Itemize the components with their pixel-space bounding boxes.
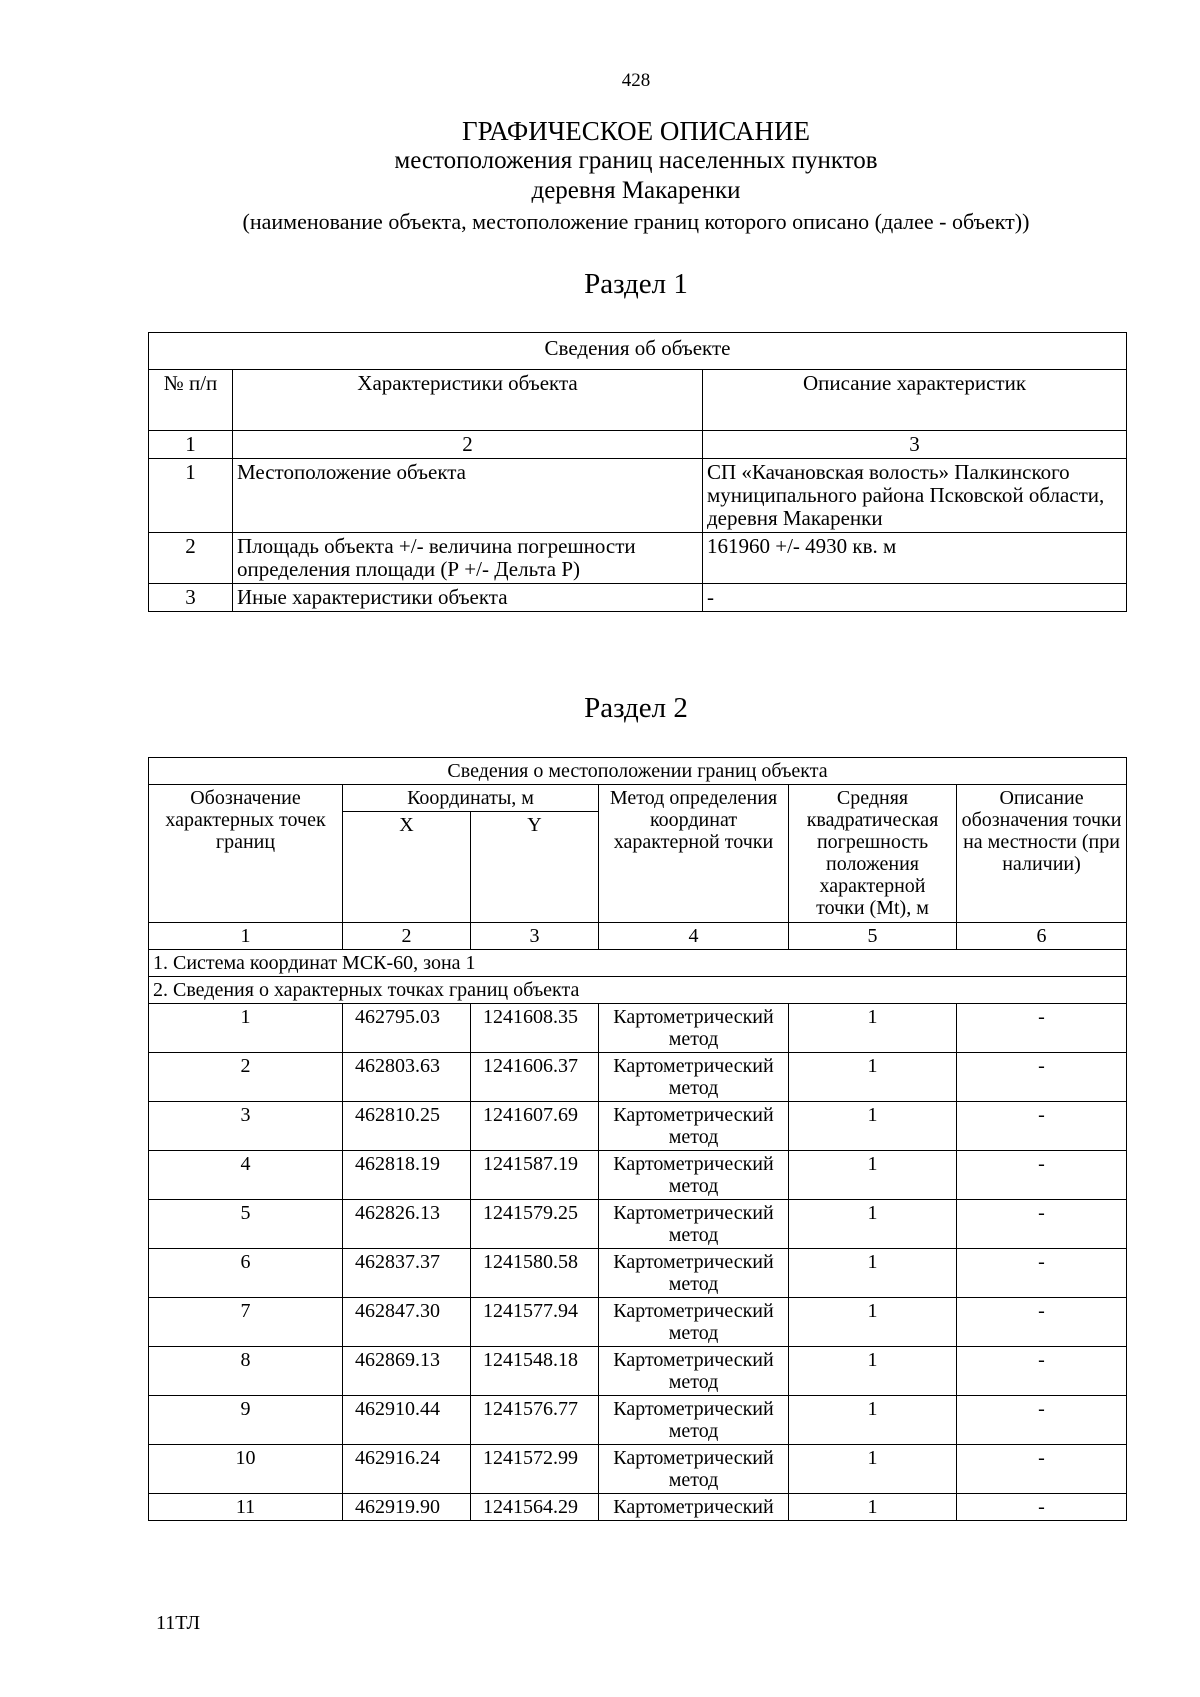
point-description: -	[957, 1053, 1127, 1102]
point-id: 7	[149, 1298, 343, 1347]
error-mt: 1	[789, 1298, 957, 1347]
row-description: 161960 +/- 4930 кв. м	[703, 533, 1127, 584]
point-id: 8	[149, 1347, 343, 1396]
method: Картометрический метод	[599, 1102, 789, 1151]
header-point-description: Описание обозначения точки на местности (при наличии)	[957, 785, 1127, 923]
header-description: Описание характеристик	[703, 370, 1127, 431]
row-number: 3	[149, 584, 233, 612]
document-subtitle-2: деревня Макаренки	[531, 177, 741, 204]
method: Картометрический метод	[599, 1053, 789, 1102]
col-number: 1	[149, 923, 343, 950]
coord-y: 1241607.69	[471, 1102, 599, 1151]
coord-x: 462919.90	[343, 1494, 471, 1521]
point-description: -	[957, 1151, 1127, 1200]
table-row	[149, 1004, 1127, 1053]
points-caption: 2. Сведения о характерных точках границ объекта	[149, 977, 1127, 1004]
page-number: 428	[621, 70, 651, 91]
point-id: 6	[149, 1249, 343, 1298]
section-1-title: Раздел 1	[584, 268, 688, 300]
table-row	[149, 1200, 1127, 1249]
error-mt: 1	[789, 1004, 957, 1053]
method: Картометрический метод	[599, 1347, 789, 1396]
section-2-title: Раздел 2	[584, 692, 688, 724]
row-number: 2	[149, 533, 233, 584]
error-mt: 1	[789, 1494, 957, 1521]
coord-x: 462869.13	[343, 1347, 471, 1396]
document-note: (наименование объекта, местоположение границ которого описано (далее - объект))	[242, 209, 1030, 234]
header-characteristic: Характеристики объекта	[233, 370, 703, 431]
table-row	[149, 1298, 1127, 1347]
row-number: 1	[149, 459, 233, 533]
table-header-row	[149, 370, 1127, 431]
point-description: -	[957, 1249, 1127, 1298]
table-caption: Сведения о местоположении границ объекта	[149, 758, 1127, 785]
table-caption-row	[149, 333, 1127, 370]
point-id: 4	[149, 1151, 343, 1200]
point-description: -	[957, 1004, 1127, 1053]
coord-y: 1241548.18	[471, 1347, 599, 1396]
error-mt: 1	[789, 1249, 957, 1298]
row-description: СП «Качановская волость» Палкинского муниципального района Псковской области, деревня Макаренки	[703, 459, 1127, 533]
boundary-points-table	[148, 757, 1127, 1521]
object-info-table	[148, 332, 1127, 612]
col-number: 5	[789, 923, 957, 950]
point-description: -	[957, 1298, 1127, 1347]
col-number: 1	[149, 431, 233, 459]
coord-y: 1241580.58	[471, 1249, 599, 1298]
point-id: 2	[149, 1053, 343, 1102]
coord-y: 1241572.99	[471, 1445, 599, 1494]
coord-x: 462837.37	[343, 1249, 471, 1298]
table-row	[149, 1494, 1127, 1521]
col-number: 4	[599, 923, 789, 950]
coord-y: 1241576.77	[471, 1396, 599, 1445]
error-mt: 1	[789, 1347, 957, 1396]
coord-y: 1241579.25	[471, 1200, 599, 1249]
error-mt: 1	[789, 1102, 957, 1151]
table-row	[149, 1249, 1127, 1298]
point-id: 11	[149, 1494, 343, 1521]
coord-x: 462818.19	[343, 1151, 471, 1200]
coord-y: 1241577.94	[471, 1298, 599, 1347]
method: Картометрический метод	[599, 1396, 789, 1445]
col-number: 3	[703, 431, 1127, 459]
coord-y: 1241606.37	[471, 1053, 599, 1102]
coord-x: 462826.13	[343, 1200, 471, 1249]
table-row	[149, 533, 1127, 584]
error-mt: 1	[789, 1200, 957, 1249]
point-description: -	[957, 1494, 1127, 1521]
coordinate-system-row	[149, 950, 1127, 977]
col-number: 2	[233, 431, 703, 459]
point-description: -	[957, 1102, 1127, 1151]
table-row	[149, 1151, 1127, 1200]
coord-x: 462795.03	[343, 1004, 471, 1053]
point-id: 1	[149, 1004, 343, 1053]
point-description: -	[957, 1445, 1127, 1494]
coord-x: 462810.25	[343, 1102, 471, 1151]
table-header-row	[149, 785, 1127, 812]
method: Картометрический метод	[599, 1004, 789, 1053]
coord-x: 462910.44	[343, 1396, 471, 1445]
header-coordinates: Координаты, м	[343, 785, 599, 812]
error-mt: 1	[789, 1396, 957, 1445]
point-id: 5	[149, 1200, 343, 1249]
table-caption: Сведения об объекте	[149, 333, 1127, 370]
coord-x: 462847.30	[343, 1298, 471, 1347]
coord-y: 1241608.35	[471, 1004, 599, 1053]
table-row	[149, 1053, 1127, 1102]
coordinate-system: 1. Система координат МСК-60, зона 1	[149, 950, 1127, 977]
col-number: 6	[957, 923, 1127, 950]
point-description: -	[957, 1200, 1127, 1249]
method: Картометрический метод	[599, 1445, 789, 1494]
point-id: 10	[149, 1445, 343, 1494]
coord-y: 1241564.29	[471, 1494, 599, 1521]
method: Картометрический метод	[599, 1298, 789, 1347]
header-y: Y	[471, 812, 599, 923]
method: Картометрический метод	[599, 1249, 789, 1298]
header-method: Метод определения координат характерной точки	[599, 785, 789, 923]
row-characteristic: Площадь объекта +/- величина погрешности определения площади (Р +/- Дельта Р)	[233, 533, 703, 584]
error-mt: 1	[789, 1053, 957, 1102]
table-row	[149, 1445, 1127, 1494]
method: Картометрический метод	[599, 1151, 789, 1200]
table-row	[149, 1347, 1127, 1396]
footer-code: 11ТЛ	[156, 1612, 201, 1634]
header-point: Обозначение характерных точек границ	[149, 785, 343, 923]
document-header	[0, 116, 1200, 236]
col-number: 2	[343, 923, 471, 950]
point-description: -	[957, 1396, 1127, 1445]
header-error: Средняя квадратическая погрешность положения характерной точки (Mt), м	[789, 785, 957, 923]
table-row	[149, 1102, 1127, 1151]
document-subtitle-1: местоположения границ населенных пунктов	[394, 147, 878, 174]
point-description: -	[957, 1347, 1127, 1396]
point-id: 9	[149, 1396, 343, 1445]
table-row	[149, 584, 1127, 612]
coord-x: 462803.63	[343, 1053, 471, 1102]
table-caption-row	[149, 758, 1127, 785]
header-number: № п/п	[149, 370, 233, 431]
row-characteristic: Местоположение объекта	[233, 459, 703, 533]
method: Картометрический метод	[599, 1200, 789, 1249]
header-x: X	[343, 812, 471, 923]
table-row	[149, 459, 1127, 533]
error-mt: 1	[789, 1151, 957, 1200]
column-number-row	[149, 923, 1127, 950]
table-row	[149, 1396, 1127, 1445]
coord-y: 1241587.19	[471, 1151, 599, 1200]
document-title: ГРАФИЧЕСКОЕ ОПИСАНИЕ	[461, 116, 811, 146]
point-id: 3	[149, 1102, 343, 1151]
col-number: 3	[471, 923, 599, 950]
coord-x: 462916.24	[343, 1445, 471, 1494]
points-caption-row	[149, 977, 1127, 1004]
row-description: -	[703, 584, 1127, 612]
row-characteristic: Иные характеристики объекта	[233, 584, 703, 612]
column-number-row	[149, 431, 1127, 459]
method: Картометрический	[599, 1494, 789, 1521]
error-mt: 1	[789, 1445, 957, 1494]
